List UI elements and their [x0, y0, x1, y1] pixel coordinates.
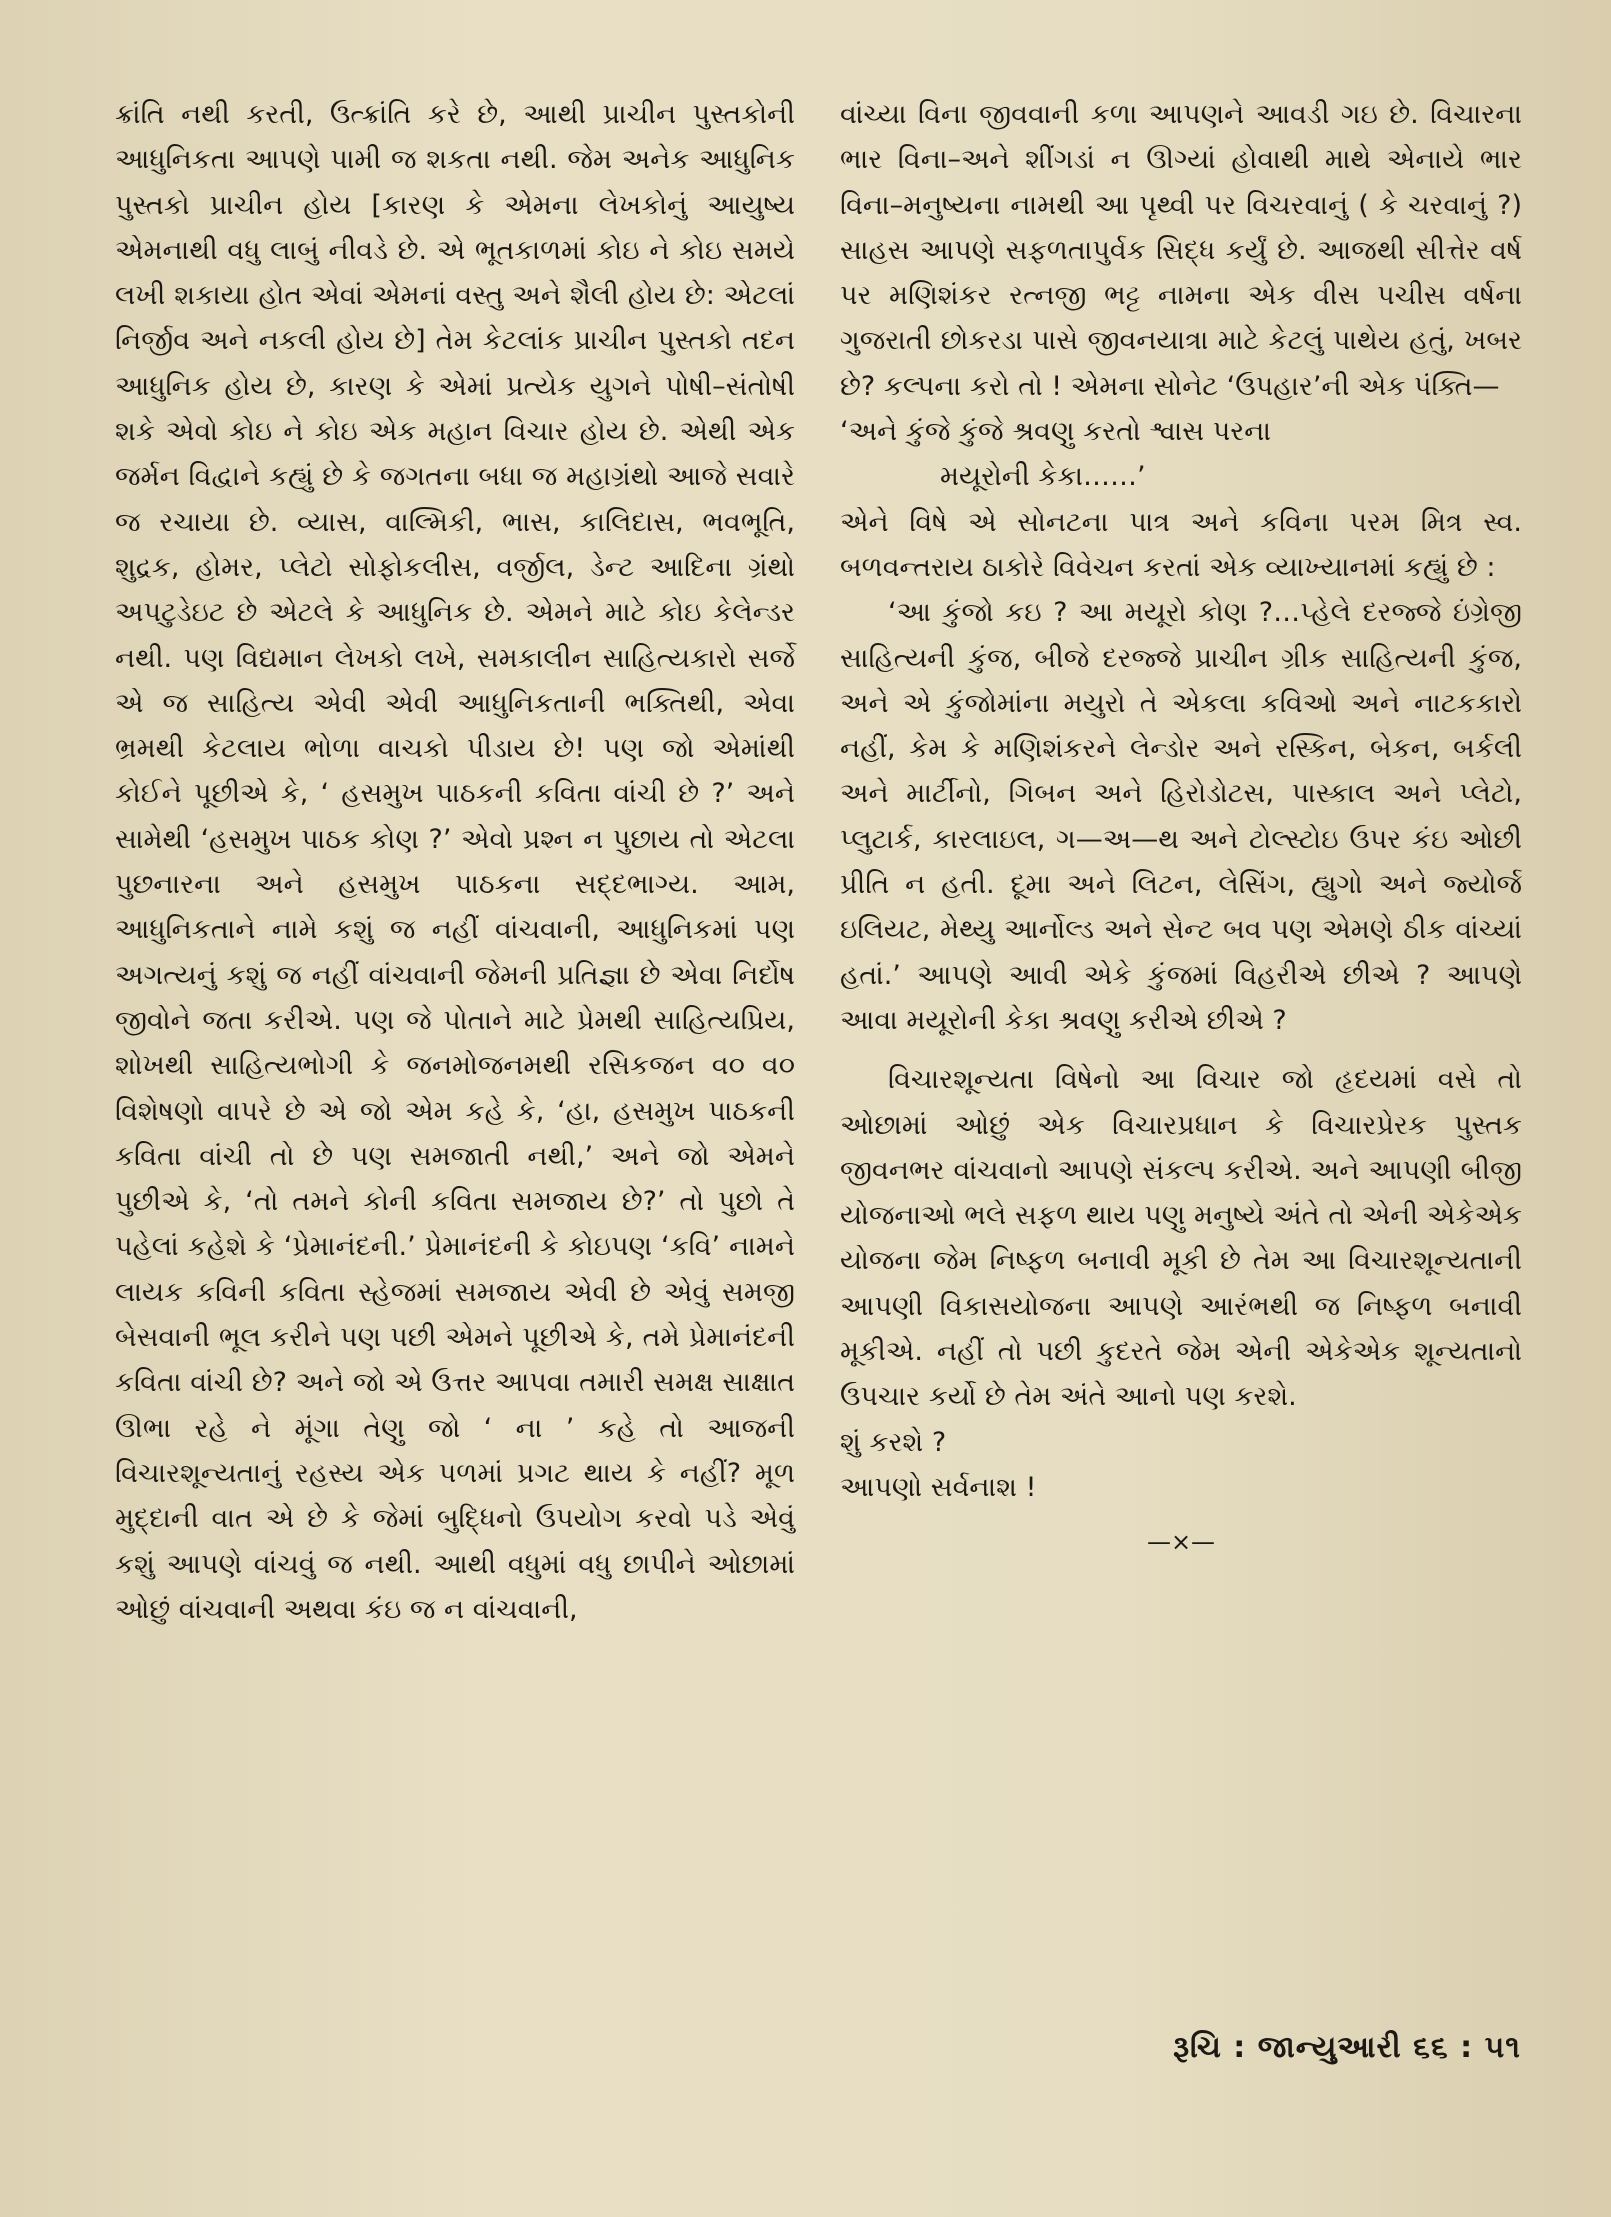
paragraph-2: એને વિષે એ સોનટના પાત્ર અને કવિના પરમ મિત્ર સ્વ. બળવન્તરાય ઠાકોરે વિવેચન કરતાં એક વ્યાખ્યાનમાં કહ્યું છે :: [840, 506, 1522, 583]
paragraph-3: ‘આ કુંજો કઇ ? આ મયૂરો કોણ ?…પ્હેલે દરજ્જે ઇંગ્રેજી સાહિત્યની કુંજ, બીજે દરજ્જે પ્રાચીન ગ્રીક સાહિત્યની કુંજ, અને એ કુંજોમાંના મયુરો તે એકલા કવિઓ અને નાટકકારો નહીં, કેમ કે મણિશંકરને લેન્ડોર અને રસ્કિન, બેકન, બર્કલી અને માર્ટીનો, ગિબન અને હિરોડોટસ, પાસ્કાલ અને પ્લેટો, પ્લુટાર્ક, કારલાઇલ, ગ—અ—થ અને ટોલ્સ્ટોઇ ઉપર કંઇ ઓછી પ્રીતિ ન હતી. દૂમા અને લિટન, લેસિંગ, હ્યુગો અને જ્યોર્જ ઇલિયટ, મેથ્યુ આર્નોલ્ડ અને સેન્ટ બવ પણ એમણે ઠીક વાંચ્યાં હતાં.’ આપણે આવી એકે કુંજમાં વિહરીએ છીએ ? આપણે આવા મયૂરોની કેકા શ્રવણુ કરીએ છીએ ?: [840, 597, 1522, 1036]
paragraph-1: વાંચ્યા વિના જીવવાની કળા આપણને આવડી ગઇ છે. વિચારના ભાર વિના–અને શીંગડાં ન ઊગ્યાં હોવાથી માથે એનાયે ભાર વિના–મનુષ્યના નામથી આ પૃથ્વી પર વિચરવાનું ( કે ચરવાનું ?) સાહસ આપણે સફળતાપુર્વક સિદ્ધ કર્યું છે. આજથી સીત્તેર વર્ષ પર મણિશંકર રત્નજી ભટ્ટ નામના એક વીસ પચીસ વર્ષના ગુજરાતી છોકરડા પાસે જીવનયાત્રા માટે કેટલું પાથેય હતું, ખબર છે? કલ્પના કરો તો ! એમના સોનેટ ‘ઉપહાર’ની એક પંક્તિ—: [840, 99, 1522, 402]
section-separator: —×—: [1146, 1528, 1216, 1557]
quote-line-2: મયૂરોની કેકા……’: [940, 461, 1146, 493]
closing-answer: આપણો સર્વનાશ !: [840, 1471, 1037, 1503]
closing-question: શું કરશે ?: [840, 1426, 947, 1458]
page-footer: રૂચિ : જાન્યુઆરી ૬૬ : ૫૧: [1173, 2030, 1521, 2065]
quote-line-1: ‘અને કુંજે કુંજે શ્રવણુ કરતો શ્વાસ પરના: [840, 416, 1271, 448]
paragraph-4: વિચારશૂન્યતા વિષેનો આ વિચાર જો હૃદયમાં વસે તો ઓછામાં ઓછું એક વિચારપ્રધાન કે વિચારપ્રેરક પુસ્તક જીવનભર વાંચવાનો આપણે સંકલ્પ કરીએ. અને આપણી બીજી યોજનાઓ ભલે સફળ થાય પણુ મનુષ્યે અંતે તો એની એકેએક યોજના જેમ નિષ્ફળ બનાવી મૂકી છે તેમ આ વિચારશૂન્યતાની આપણી વિકાસયોજના આપણે આરંભથી જ નિષ્ફળ બનાવી મૂકીએ. નહીં તો પછી કુદરતે જેમ એની એકેએક શૂન્યતાનો ઉપચાર કર્યો છે તેમ અંતે આનો પણ કરશે.: [840, 1064, 1522, 1413]
right-column: [840, 92, 1522, 1566]
left-column-text: ક્રાંતિ નથી કરતી, ઉત્ક્રાંતિ કરે છે, આથી પ્રાચીન પુસ્તકોની આધુનિકતા આપણે પામી જ શકતા નથી. જેમ અનેક આધુનિક પુસ્તકો પ્રાચીન હોય [કારણ કે એમના લેખકોનું આયુષ્ય એમનાથી વધુ લાબું નીવડે છે. એ ભૂતકાળમાં કોઇ ને કોઇ સમયે લખી શકાયા હોત એવાં એમનાં વસ્તુ અને શૈલી હોય છે: એટલાં નિર્જીવ અને નકલી હોય છે] તેમ કેટલાંક પ્રાચીન પુસ્તકો તદન આધુનિક હોય છે, કારણ કે એમાં પ્રત્યેક યુગને પોષી–સંતોષી શકે એવો કોઇ ને કોઇ એક મહાન વિચાર હોય છે. એથી એક જર્મન વિદ્વાને કહ્યું છે કે જગતના બધા જ મહાગ્રંથો આજે સવારે જ રચાયા છે. વ્યાસ, વાલ્મિકી, ભાસ, કાલિદાસ, ભવભૂતિ, શુદ્રક, હોમર, પ્લેટો સોફોકલીસ, વર્જીલ, ડેન્ટ આદિના ગ્રંથો અપટુડેઇટ છે એટલે કે આધુનિક છે. એમને માટે કોઇ કેલેન્ડર નથી. પણ વિદ્યમાન લેખકો લખે, સમકાલીન સાહિત્યકારો સર્જે એ જ સાહિત્ય એવી એવી આધુનિકતાની ભક્તિથી, એવા ભ્રમથી કેટલાય ભોળા વાચકો પીડાય છે! પણ જો એમાંથી કોઈને પૂછીએ કે, ‘ હસમુખ પાઠકની કવિતા વાંચી છે ?’ અને સામેથી ‘હસમુખ પાઠક કોણ ?’ એવો પ્રશ્ન ન પુછાય તો એટલા પુછનારના અને હસમુખ પાઠકના સદ્દભાગ્ય. આમ, આધુનિકતાને નામે કશું જ નહીં વાંચવાની, આધુનિકમાં પણ અગત્યનું કશું જ નહીં વાંચવાની જેમની પ્રતિજ્ઞા છે એવા નિર્દોષ જીવોને જતા કરીએ. પણ જે પોતાને માટે પ્રેમથી સાહિત્યપ્રિય, શોખથી સાહિત્યભોગી કે જનમોજનમથી રસિકજન વ૦ વ૦ વિશેષણો વાપરે છે એ જો એમ કહે કે, ‘હા, હસમુખ પાઠકની કવિતા વાંચી તો છે પણ સમજાતી નથી,’ અને જો એમને પુછીએ કે, ‘તો તમને કોની કવિતા સમજાય છે?’ તો પુછો તે પહેલાં કહેશે કે ‘પ્રેમાનંદની.’ પ્રેમાનંદની કે કોઇપણ ‘કવિ’ નામને લાયક કવિની કવિતા સ્હેજમાં સમજાય એવી છે એવું સમજી બેસવાની ભૂલ કરીને પણ પછી એમને પૂછીએ કે, તમે પ્રેમાનંદની કવિતા વાંચી છે? અને જો એ ઉત્તર આપવા તમારી સમક્ષ સાક્ષાત ઊભા રહે ને મૂંગા તેણુ જો ‘ ના ’ કહે તો આજની વિચારશૂન્યતાનું રહસ્ય એક પળમાં પ્રગટ થાય કે નહીં? મૂળ મુદ્દાની વાત એ છે કે જેમાં બુદ્ધિનો ઉપયોગ કરવો પડે એવું કશું આપણે વાંચવું જ નથી. આથી વધુમાં વધુ છાપીને ઓછામાં ઓછું વાંચવાની અથવા કંઇ જ ન વાંચવાની,: [115, 99, 795, 1625]
left-column: [115, 92, 795, 1632]
